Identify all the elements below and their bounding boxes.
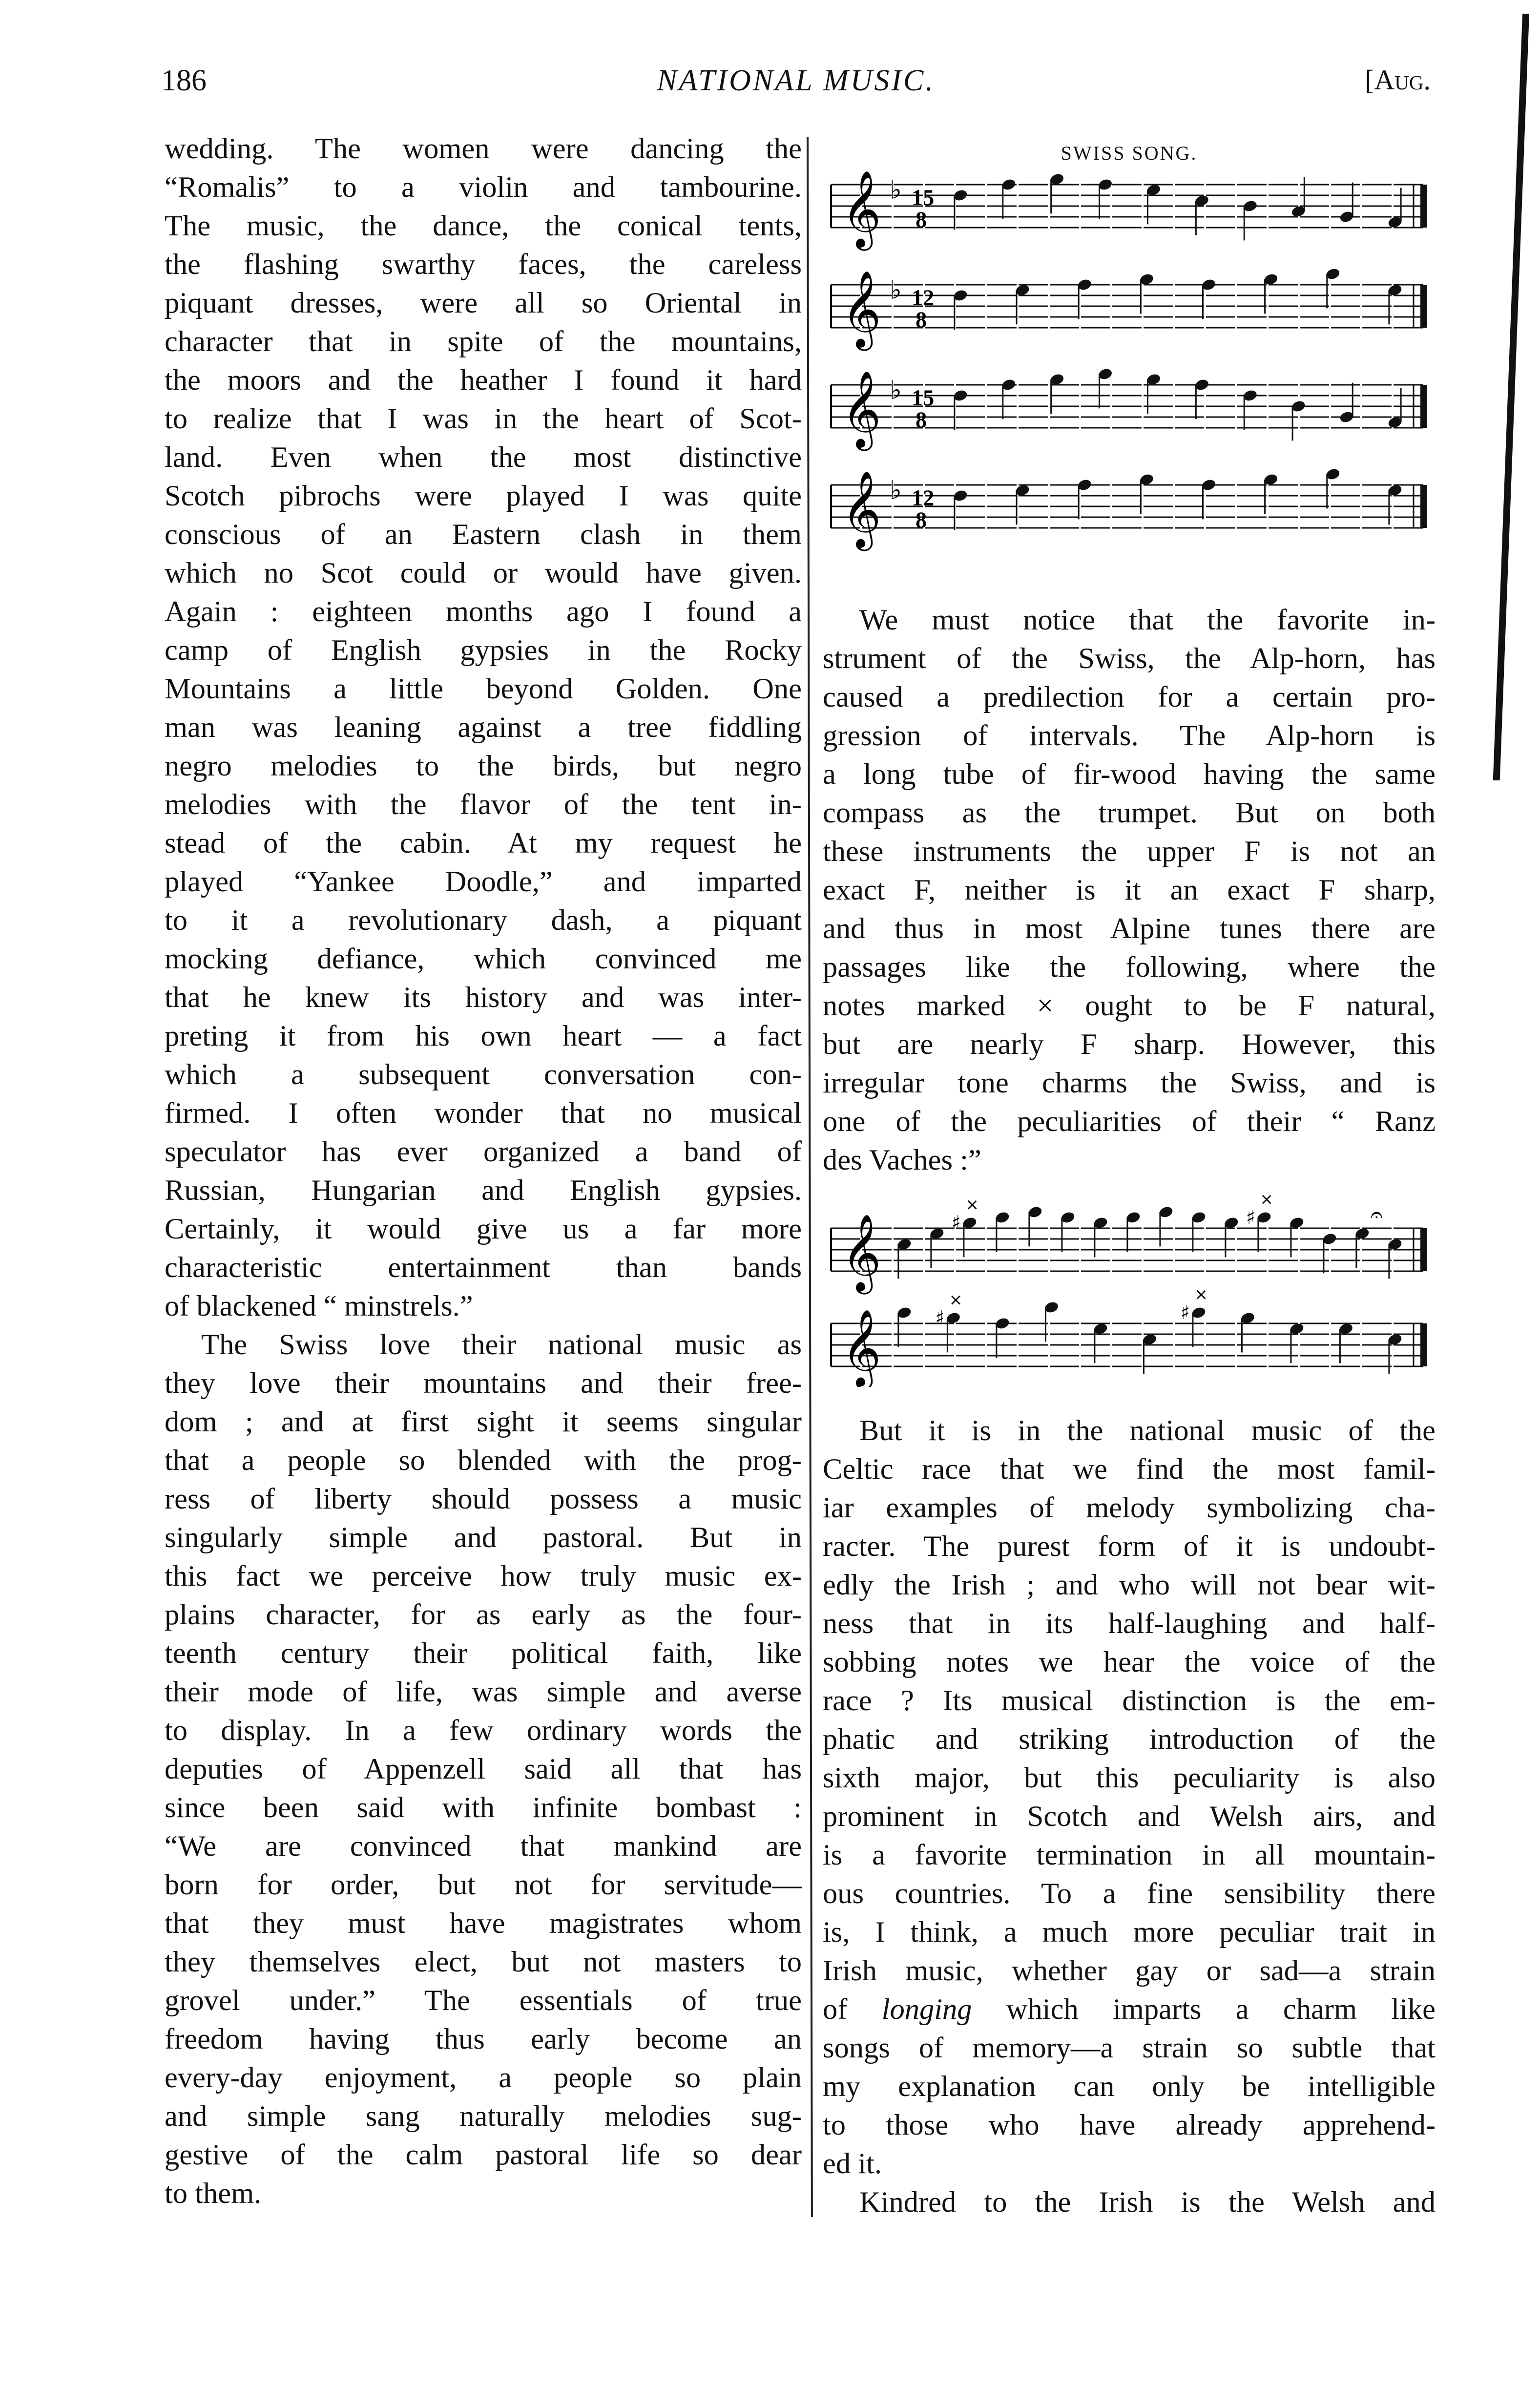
text-line: ness that in its half-laughing and half- [823, 1607, 1436, 1640]
staff [831, 267, 1427, 351]
text-line: to realize that I was in the heart of Scot- [165, 402, 802, 435]
paragraph-alp-horn [823, 601, 1436, 1179]
text-line: the moors and the heather I found it hard [165, 364, 802, 397]
paragraph-welsh [823, 2183, 1436, 2222]
text-line: grovel under.” The essentials of true [165, 1984, 802, 2017]
time-signature-top: 12 [912, 285, 935, 310]
staff [831, 1285, 1427, 1387]
swiss-song-score [826, 171, 1432, 571]
text-line: iar examples of melody symbolizing cha- [823, 1491, 1436, 1524]
treble-clef-icon: 𝄞 [842, 370, 881, 448]
text-line: sobbing notes we hear the voice of the [823, 1646, 1436, 1678]
treble-clef-icon: 𝄞 [842, 470, 881, 548]
text-line: Mountains a little beyond Golden. One [165, 672, 802, 705]
text-line: irregular tone charms the Swiss, and is [823, 1067, 1436, 1099]
text-line: ous countries. To a fine sensibility there [823, 1877, 1436, 1910]
text-line: is, I think, a much more peculiar trait in [823, 1916, 1436, 1949]
treble-clef-icon: 𝄞 [842, 270, 881, 348]
final-barline [1420, 185, 1427, 228]
treble-clef-icon: 𝄞 [842, 171, 881, 248]
text-line: sixth major, but this peculiarity is also [823, 1761, 1436, 1794]
text-line: Celtic race that we find the most famil- [823, 1453, 1436, 1486]
text-line: freedom having thus early become an [165, 2023, 802, 2055]
cross-mark-icon: × [965, 1195, 979, 1214]
text-line: Certainly, it would give us a far more [165, 1213, 802, 1245]
sharp-icon: ♯ [1246, 1206, 1255, 1229]
text-line: ress of liberty should possess a music [165, 1483, 802, 1515]
text-line: racter. The purest form of it is undoubt- [823, 1530, 1436, 1563]
final-barline [1420, 1228, 1427, 1271]
time-signature-top: 15 [912, 185, 935, 210]
text-line: The music, the dance, the conical tents, [165, 210, 802, 242]
text-line: that they must have magistrates whom [165, 1907, 802, 1940]
final-barline [1420, 385, 1427, 428]
staff [831, 1192, 1427, 1295]
text-line: strument of the Swiss, the Alp-horn, has [823, 642, 1436, 675]
text-line: to it a revolutionary dash, a piquant [165, 904, 802, 937]
text-fragment: which imparts a charm like [972, 1993, 1436, 2026]
text-line: their mode of life, was simple and averse [165, 1676, 802, 1708]
text-line: stead of the cabin. At my request he [165, 827, 802, 860]
text-line: they love their mountains and their free- [165, 1367, 802, 1400]
running-title: NATIONAL MUSIC. [657, 64, 935, 97]
cross-mark-icon: × [1260, 1192, 1273, 1209]
text-line: every-day enjoyment, a people so plain [165, 2061, 802, 2094]
text-line: my explanation can only be intelligible [823, 2070, 1436, 2103]
ranz-des-vaches-score [826, 1192, 1432, 1387]
flat-icon: ♭ [890, 475, 902, 505]
time-signature-top: 15 [912, 385, 935, 410]
text-line: which no Scot could or would have given. [165, 557, 802, 589]
text-line: caused a predilection for a certain pro- [823, 681, 1436, 713]
left-column [165, 129, 802, 2213]
text-line: deputies of Appenzell said all that has [165, 1753, 802, 1785]
text-line: dom ; and at first sight it seems singular [165, 1405, 802, 1438]
text-line: Russian, Hungarian and English gypsies. [165, 1174, 802, 1207]
sharp-icon: ♯ [935, 1307, 945, 1330]
text-line: and simple sang naturally melodies sug- [165, 2100, 802, 2133]
time-signature-bottom: 8 [916, 507, 927, 532]
text-line: a long tube of fir-wood having the same [823, 758, 1436, 791]
text-line: compass as the trumpet. But on both [823, 797, 1436, 829]
text-line: But it is in the national music of the [859, 1414, 1436, 1447]
staff [831, 171, 1427, 251]
text-line: passages like the following, where the [823, 951, 1436, 984]
sharp-icon: ♯ [1180, 1301, 1190, 1324]
text-line: We must notice that the favorite in- [859, 604, 1436, 636]
text-line: prominent in Scotch and Welsh airs, and [823, 1800, 1436, 1833]
time-signature-bottom: 8 [916, 207, 927, 232]
text-line: characteristic entertainment than bands [165, 1251, 802, 1284]
text-line: to display. In a few ordinary words the [165, 1714, 802, 1747]
text-line: conscious of an Eastern clash in them [165, 518, 802, 551]
text-line: which a subsequent conversation con- [165, 1058, 802, 1091]
text-line: character that in spite of the mountains, [165, 325, 802, 358]
time-signature-bottom: 8 [916, 407, 927, 432]
text-line: mocking defiance, which convinced me [165, 943, 802, 975]
text-line: piquant dresses, were all so Oriental in [165, 287, 802, 319]
text-line: camp of English gypsies in the Rocky [165, 634, 802, 667]
text-line: this fact we perceive how truly music ex- [165, 1560, 802, 1593]
final-barline [1420, 485, 1427, 528]
text-line: played “Yankee Doodle,” and imparted [165, 865, 802, 898]
text-line: preting it from his own heart — a fact [165, 1020, 802, 1052]
text-line: Kindred to the Irish is the Welsh and [859, 2186, 1436, 2219]
text-line: they themselves elect, but not masters to [165, 1946, 802, 1978]
text-line: plains character, for as early as the four- [165, 1598, 802, 1631]
text-line: Scotch pibrochs were played I was quite [165, 480, 802, 512]
text-line: exact F, neither is it an exact F sharp, [823, 874, 1436, 906]
swiss-song-staves [826, 171, 1432, 571]
text-line: singularly simple and pastoral. But in [165, 1521, 802, 1554]
text-fragment: of [823, 1993, 882, 2026]
text-line: speculator has ever organized a band of [165, 1135, 802, 1168]
text-line: wedding. The women were dancing the [165, 132, 802, 165]
staff [831, 467, 1427, 551]
text-line: firmed. I often wonder that no musical [165, 1097, 802, 1130]
text-line: gression of intervals. The Alp-horn is [823, 719, 1436, 752]
running-month: [Aug. [1365, 64, 1431, 96]
flat-icon: ♭ [890, 275, 902, 305]
text-line: that he knew its history and was inter- [165, 981, 802, 1014]
text-line: land. Even when the most distinctive [165, 441, 802, 474]
text-line: gestive of the calm pastoral life so dear [165, 2138, 802, 2171]
text-line: phatic and striking introduction of the [823, 1723, 1436, 1756]
text-line: since been said with infinite bombast : [165, 1791, 802, 1824]
text-line: “We are convinced that mankind are [165, 1830, 802, 1863]
text-line: negro melodies to the birds, but negro [165, 750, 802, 782]
paragraph-celtic-music [823, 1411, 1436, 2183]
sharp-icon: ♯ [951, 1212, 961, 1235]
text-line: notes marked × ought to be F natural, [823, 989, 1436, 1022]
text-line: man was leaning against a tree fiddling [165, 711, 802, 744]
text-line: teenth century their political faith, like [165, 1637, 802, 1670]
text-line: songs of memory—a strain so subtle that [823, 2032, 1436, 2064]
final-barline [1420, 1323, 1427, 1366]
text-line: edly the Irish ; and who will not bear wit- [823, 1569, 1436, 1601]
text-line: born for order, but not for servitude— [165, 1868, 802, 1901]
text-line: Irish music, whether gay or sad—a strain [823, 1954, 1436, 1987]
running-header [161, 63, 1431, 122]
text-line: to those who have already apprehend- [823, 2109, 1436, 2141]
treble-clef-icon: 𝄞 [842, 1309, 881, 1386]
italic-word: longing [881, 1993, 972, 2026]
text-line: the flashing swarthy faces, the careless [165, 248, 802, 281]
text-line: melodies with the flavor of the tent in- [165, 788, 802, 821]
score-title: SWISS SONG. [1061, 142, 1198, 164]
text-line: ed it. [823, 2147, 882, 2180]
text-line: race ? Its musical distinction is the em- [823, 1684, 1436, 1717]
text-line [823, 1990, 1436, 2029]
time-signature-top: 12 [912, 485, 935, 510]
text-line: Again : eighteen months ago I found a [165, 595, 802, 628]
time-signature-bottom: 8 [916, 307, 927, 332]
text-line: des Vaches :” [823, 1144, 981, 1176]
text-line: these instruments the upper F is not an [823, 835, 1436, 868]
flat-icon: ♭ [890, 375, 902, 405]
cross-mark-icon: × [949, 1290, 963, 1309]
text-line: “Romalis” to a violin and tambourine. [165, 171, 802, 204]
page-edge-shadow [1493, 14, 1529, 780]
text-line: is a favorite termination in all mountain- [823, 1839, 1436, 1871]
text-line: but are nearly F sharp. However, this [823, 1028, 1436, 1061]
fermata-icon: 𝄐 [1371, 1202, 1383, 1227]
page-number: 186 [161, 64, 207, 97]
final-barline [1420, 285, 1427, 328]
column-divider [807, 137, 813, 2217]
text-line: of blackened “ minstrels.” [165, 1290, 473, 1322]
text-line: The Swiss love their national music as [201, 1328, 802, 1361]
ranz-staves [826, 1192, 1432, 1387]
text-line: to them. [165, 2177, 262, 2210]
text-line: that a people so blended with the prog- [165, 1444, 802, 1477]
text-line: and thus in most Alpine tunes there are [823, 912, 1436, 945]
cross-mark-icon: × [1194, 1284, 1208, 1304]
treble-clef-icon: 𝄞 [842, 1214, 881, 1291]
staff [831, 367, 1427, 451]
flat-icon: ♭ [890, 175, 902, 205]
text-line: one of the peculiarities of their “ Ranz [823, 1105, 1436, 1138]
